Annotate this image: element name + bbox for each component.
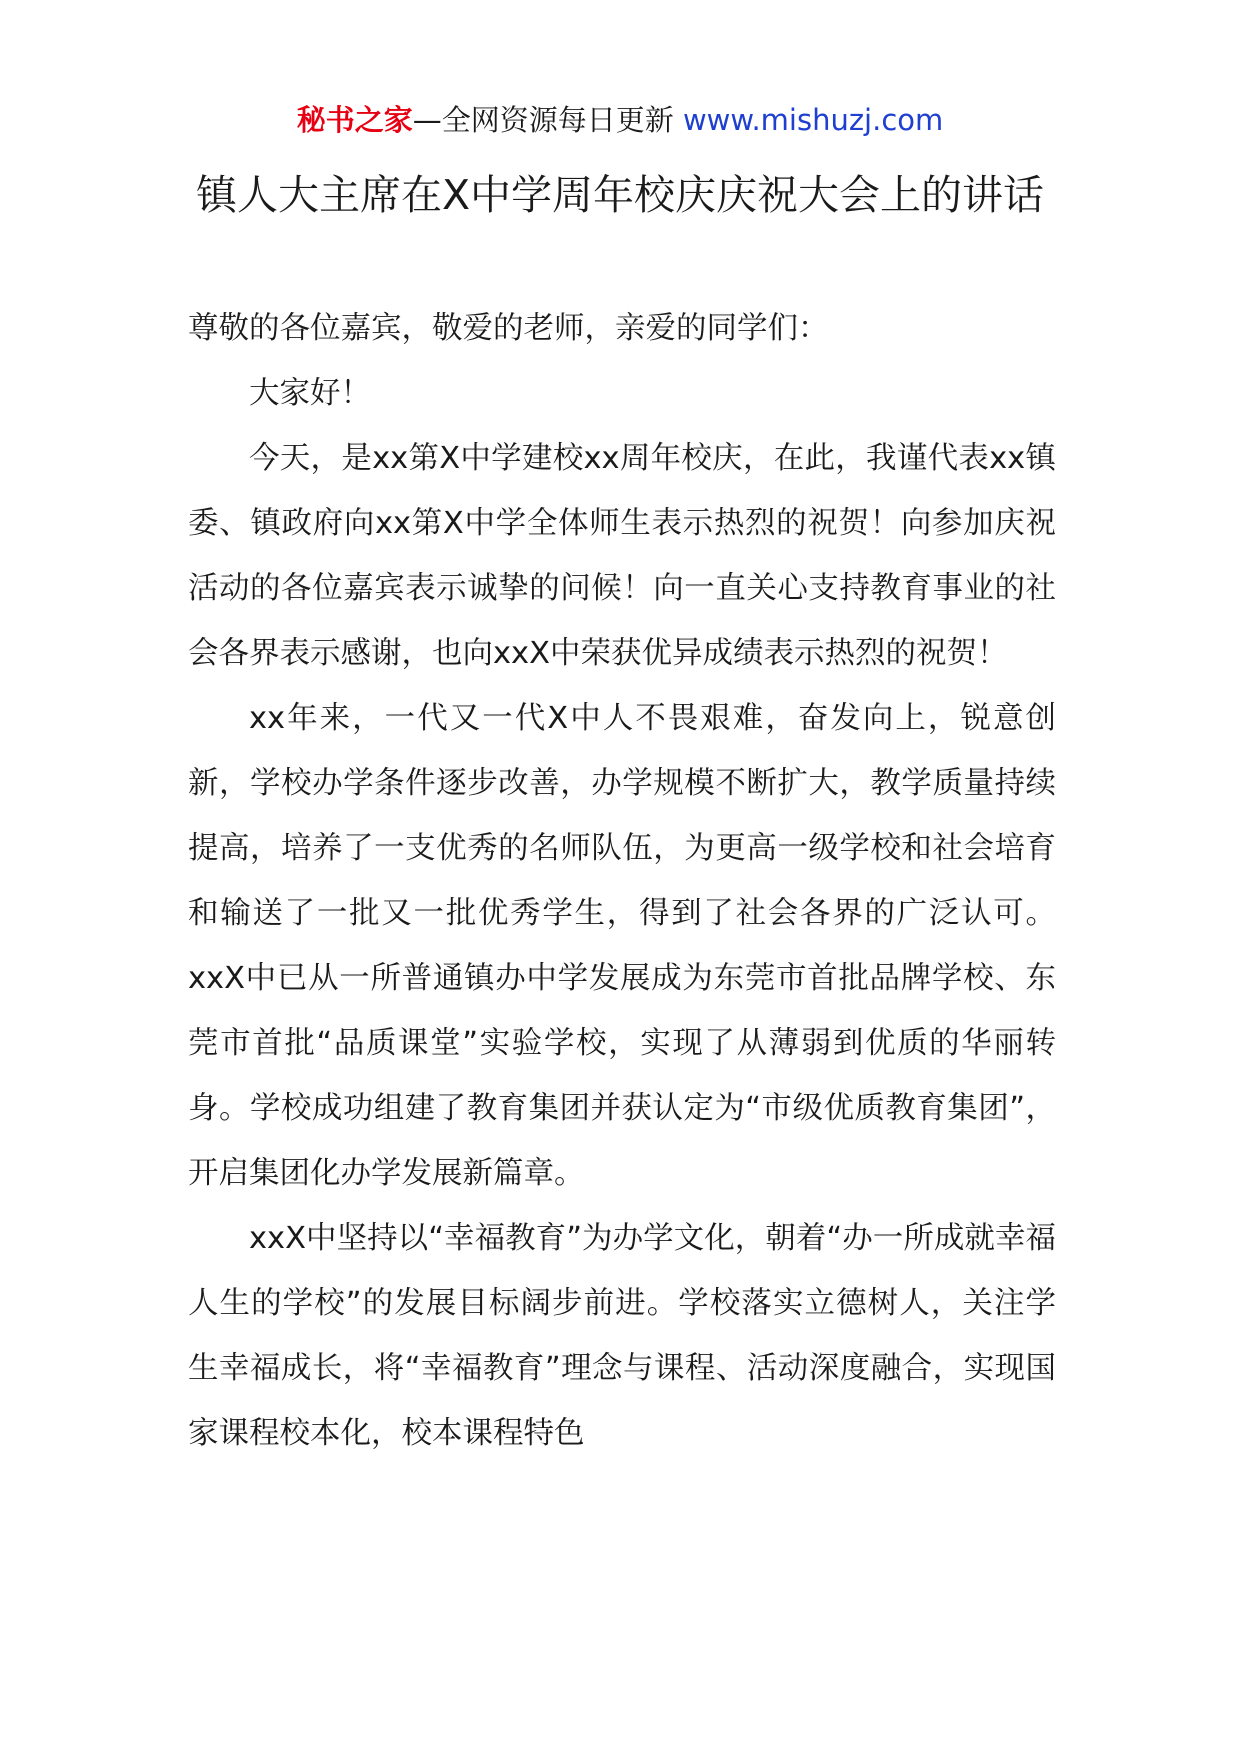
paragraph-history: xx年来，一代又一代X中人不畏艰难，奋发向上，锐意创新，学校办学条件逐步改善，办学规模不断扩大，教学质量持续提高，培养了一支优秀的名师队伍，为更高一级学校和社会培育和输送了一批又一批优秀学生，得到了社会各界的广泛认可。xxX中已从一所普通镇办中学发展成为东莞市首批品牌学校、东莞市首批“品质课堂”实验学校，实现了从薄弱到优质的华丽转身。学校成功组建了教育集团并获认定为“市级优质教育集团”，开启集团化办学发展新篇章。: [188, 701, 1056, 1191]
header-tagline: —全网资源每日更新: [412, 103, 674, 137]
watermark-header: [0, 100, 1240, 140]
salutation: 尊敬的各位嘉宾，敬爱的老师，亲爱的同学们：: [188, 311, 829, 346]
paragraph-happy-education: xxX中坚持以“幸福教育”为办学文化，朝着“办一所成就幸福人生的学校”的发展目标阔步前进。学校落实立德树人，关注学生幸福成长，将“幸福教育”理念与课程、活动深度融合，实现国家课程校本化，校本课程特色: [188, 1221, 1056, 1451]
paragraph-greeting: 大家好！: [249, 376, 371, 411]
document-body: [188, 296, 1056, 1466]
document-title: 镇人大主席在X中学周年校庆庆祝大会上的讲话: [195, 171, 1045, 219]
header-url-link[interactable]: www.mishuzj.com: [682, 103, 944, 137]
header-brand: 秘书之家: [296, 103, 413, 137]
paragraph-congratulation: 今天，是xx第X中学建校xx周年校庆，在此，我谨代表xx镇委、镇政府向xx第X中学全体师生表示热烈的祝贺！向参加庆祝活动的各位嘉宾表示诚挚的问候！向一直关心支持教育事业的社会各界表示感谢，也向xxX中荣获优异成绩表示热烈的祝贺！: [188, 441, 1056, 671]
